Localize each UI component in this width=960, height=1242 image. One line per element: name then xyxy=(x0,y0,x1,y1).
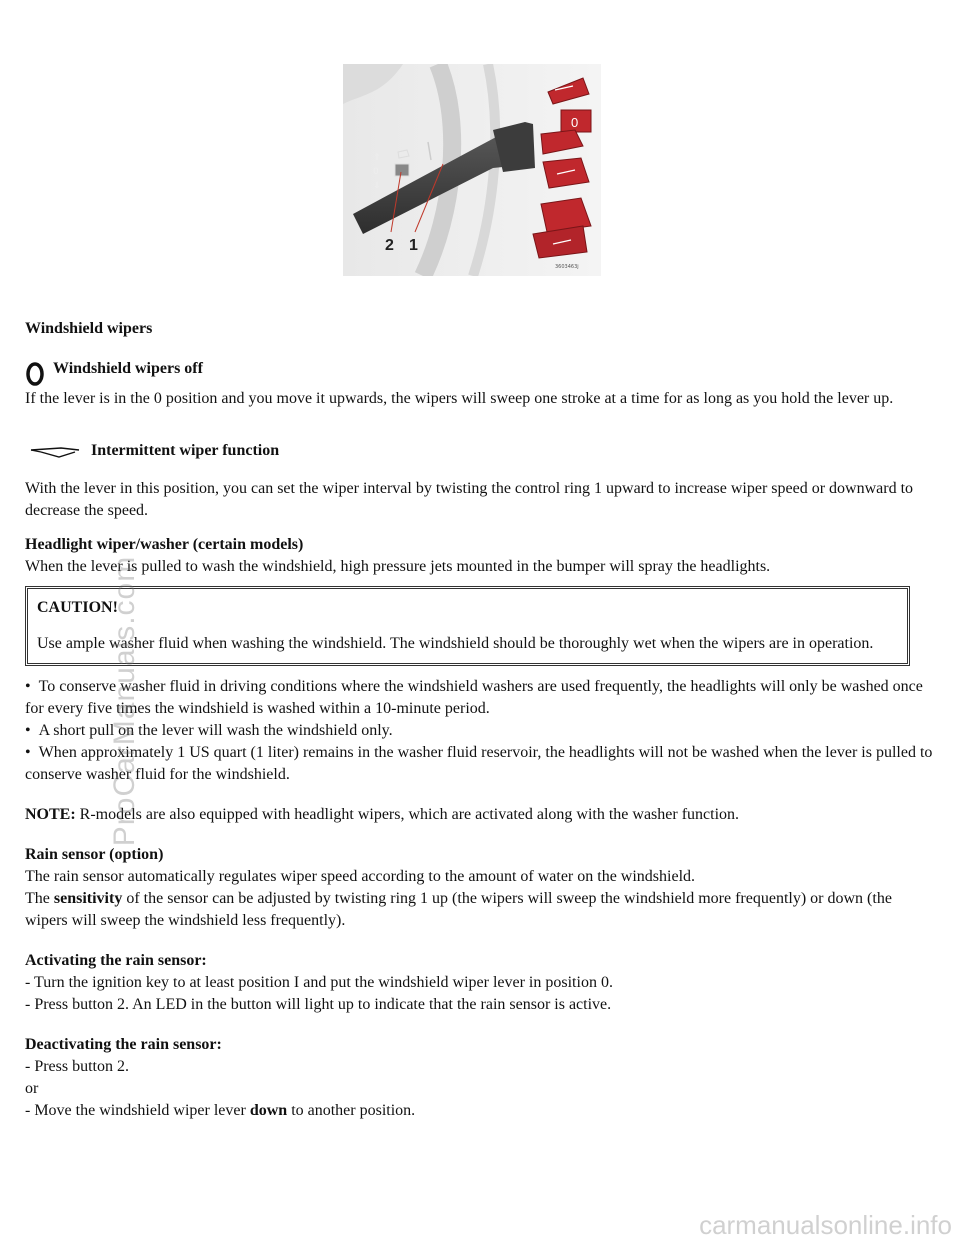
bullet-dot: • xyxy=(25,678,39,695)
svg-text:⇑: ⇑ xyxy=(373,153,381,163)
deactivating-step1: - Press button 2. xyxy=(25,1058,129,1075)
wipers-off-text: If the lever is in the 0 position and you move it upwards, the wipers will sweep one stroke at a time for as long as you hold the lever up. xyxy=(25,390,894,407)
note-paragraph xyxy=(25,804,937,826)
rain-sensor-title: Rain sensor (option) xyxy=(25,846,164,863)
headlight-text: When the lever is pulled to wash the windshield, high pressure jets mounted in the bumper will spray the headlights. xyxy=(25,558,771,575)
down-term: down xyxy=(249,1102,288,1119)
figure-label-1: 1 xyxy=(409,237,418,254)
svg-text:0: 0 xyxy=(373,167,379,177)
zero-position-icon xyxy=(25,360,47,386)
svg-text:0: 0 xyxy=(571,115,579,130)
bullet-dot: • xyxy=(25,722,39,739)
deactivating-title: Deactivating the rain sensor: xyxy=(25,1036,222,1053)
headlight-title: Headlight wiper/washer (certain models) xyxy=(25,536,304,553)
activating-step1: - Turn the ignition key to at least position I and put the windshield wiper lever in position 0. xyxy=(25,974,613,991)
intermittent-label: Intermittent wiper function xyxy=(91,442,280,459)
rain-sensor-line2: The sensitivity of the sensor can be adjusted by twisting ring 1 up (the wipers will sweep the windshield more frequently) or down (the wipers will sweep the windshield less frequently). xyxy=(25,890,892,929)
deactivating-or: or xyxy=(25,1080,39,1097)
sensitivity-term: sensitivity xyxy=(53,890,123,907)
figure-label-2: 2 xyxy=(385,237,394,254)
side-watermark: ProCarManuals.com xyxy=(108,555,142,847)
note-text: R-models are also equipped with headlight wipers, which are activated along with the washer function. xyxy=(75,806,740,823)
activating-title: Activating the rain sensor: xyxy=(25,952,207,969)
bullet-item: • When approximately 1 US quart (1 liter) remains in the washer fluid reservoir, the headlights will not be washed when the lever is pulled to conserve washer fluid for the windshield. xyxy=(25,744,933,783)
bullet-dot: • xyxy=(25,744,39,761)
bullet-item: • A short pull on the lever will wash the windshield only. xyxy=(25,722,393,739)
note-label: NOTE: xyxy=(25,806,76,823)
section-title: Windshield wipers xyxy=(25,320,153,337)
svg-text:⇓: ⇓ xyxy=(373,181,381,191)
caution-title: CAUTION! xyxy=(37,599,118,616)
bullet-list xyxy=(25,676,937,786)
activating-step2: - Press button 2. An LED in the button will light up to indicate that the rain sensor is active. xyxy=(25,996,612,1013)
figure-code: 3603463j xyxy=(555,264,579,270)
bullet-item: • To conserve washer fluid in driving conditions where the windshield washers are used frequently, the headlights will only be washed once for every five times the windshield is washed within a 10-minute period. xyxy=(25,678,923,717)
wipers-off-label: Windshield wipers off xyxy=(53,360,203,377)
caution-box xyxy=(25,586,910,666)
document-body xyxy=(25,318,937,1122)
caution-text: Use ample washer fluid when washing the windshield. The windshield should be thoroughly wet when the wipers are in operation. xyxy=(37,635,874,652)
intermittent-text: With the lever in this position, you can set the wiper interval by twisting the control ring 1 upward to increase wiper speed or downward to decrease the speed. xyxy=(25,480,914,519)
rain-sensor-line1: The rain sensor automatically regulates wiper speed according to the amount of water on the windshield. xyxy=(25,868,696,885)
intermittent-heading xyxy=(25,440,937,462)
wiper-lever-illustration xyxy=(343,64,601,276)
wipers-off-heading xyxy=(25,356,937,382)
intermittent-wiper-icon xyxy=(27,442,83,460)
deactivating-step2: - Move the windshield wiper lever down to another position. xyxy=(25,1102,416,1119)
bottom-watermark: carmanualsonline.info xyxy=(699,1210,952,1240)
